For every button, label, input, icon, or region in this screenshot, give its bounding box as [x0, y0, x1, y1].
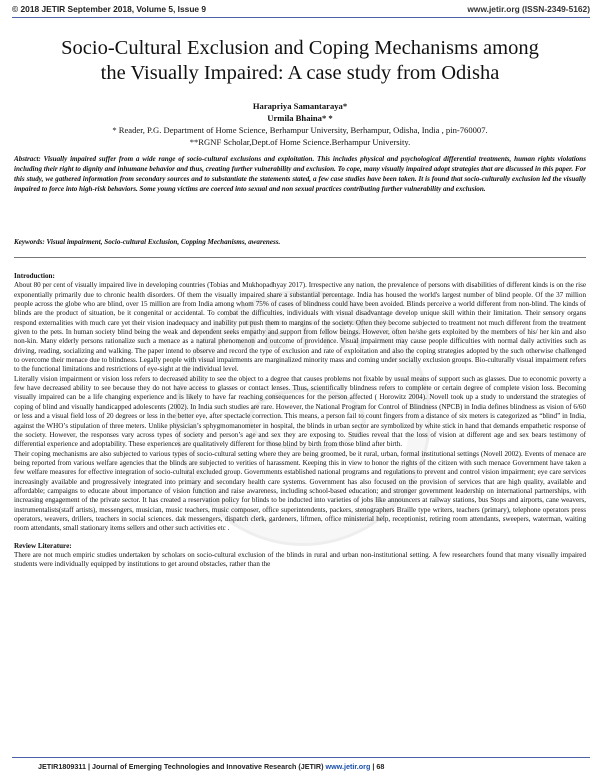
review-paragraph-1: There are not much empiric studies undertaken by scholars on socio-cultural exclusion of the blinds in rural and urban non-institutional setting. A few researchers found that many visually impaired students were individually equipped by institutions to get around obstacles, rather than the	[14, 550, 586, 569]
footer-rule	[12, 757, 590, 758]
title-line-1: Socio-Cultural Exclusion and Coping Mechanisms among	[61, 37, 539, 59]
section-divider	[14, 257, 586, 258]
keywords: Keywords: Visual impairment, Socio-cultural Exclusion, Copping Mechanisms, awareness.	[14, 238, 281, 246]
title-line-2: the Visually Impaired: A case study from Odisha	[100, 62, 500, 84]
paper-id: JETIR1809311	[38, 762, 86, 771]
page-footer	[0, 757, 600, 776]
intro-paragraph-1: About 80 per cent of visually impaired live in developing countries (Tobias and Mukhopadhyay 2017). Irrespective any nation, the prevalence of persons with disabilities of different kinds is on the rise exponentially primarily due to chronic health disorders. Of them the visually impaired share a substantial percentage. India has housed the world's largest number of blind people. Of the 37 million people across the globe who are blind, over 15 million are from India among whom 75% of cases of blindness could have been avoided. Blinds perceive a world different from non-blind. The kinds of blinds are the product of situation, be it congenital or accidental. To combat the difficulties, individuals with visual disadvantage develop unique skill within their limitation. Their sensory organs respond externalities with much care yet their vision inadequacy and inability put push them to margins of the society. Often they become subjected to treatment not much different from the treatment given to the pets. In human society blind being the weak and dependent seeks empathy and support from fellow beings. However, often he/she gets exploited by the members of his/ her kin and also non-kin. Many elderly persons rationalize such a menace as a natural phenomenon and outcome of providence. Visual impairment may cause people difficulties with normal daily activities such as driving, reading, socializing and walking. The paper intend to observe and record the type of exclusion and rate of exploitation and also the coping strategies adopted by the such otherwise challenged to overcome their menace due to blindness. Legally people with visual impairments are marginalized minority mass and coming under socially exclusion groups. Bio-culturally visual impairment refers to the functional limitations and restrictions of eye-sight at the individual level.	[14, 281, 586, 374]
abstract: Abstract: Visually impaired suffer from a wide range of socio-cultural exclusions and exploitation. This includes physical and psychological differential treatments, human rights violations including their right to dignity and inhumane behavior and thus, creating further vulnerability and exclusion. To cope, many visually impaired adopt strategies that are discussed in this paper. For this study, we gathered information from secondary sources and to substantiate the statements stated, a few case studies have been taken. It is found that socio-culturally exclusion led the visually impaired to force into high-risk behaviors. Some young victims are coerced into sexual and non sexual practices contributing further vulnerability and exclusion.	[14, 155, 586, 193]
intro-paragraph-2: Literally vision impairment or vision loss refers to decreased ability to see the object to a degree that causes problems not fixable by usual means of support such as glasses. Due to economic poverty a few have decreased ability to see because they do not have access to glasses or contact lenses. Thus, scientifically blindness refers to complete or certain degree of complete vision loss. Becoming visually impaired can be a life changing experience and is likely to have far reaching consequences for the person affected ( Horowitz 2004). Novell took up a study to understand the strategies of coping of blind and visually handicapped adolescents (2002). In India such studies are rare. However, the National Program for Control of Blindness (NPCB) in India defines blindness as vision of 6/60 or less and a visual field loss of 20 degrees or less in the better eye, after spectacle correction. This means, a person fail to count fingers from a distance of six meters is categorized as “blind” in India, against the WHO’s stipulation of three meters. Unlike physician’s sphygmomanometer in hospital, the blinds in urban sector are symbolized by white stick in hand that demands empathetic response of the society. However, the responses vary across types of society and person’s age and sex they are exposing to. Studies reveal that the loss of vision at different age and sex bears testimony of differential experience and adoptability. These experiences are qualitatively different for those blind by birth from those blind after birth.	[14, 374, 586, 449]
author-block	[0, 100, 600, 148]
author-1: Harapriya Samantaraya*	[252, 101, 348, 111]
paragraph-gap	[14, 534, 586, 542]
watermark-text: JETIR	[236, 313, 370, 357]
introduction-heading: Introduction:	[14, 272, 55, 280]
affiliation-1: * Reader, P.G. Department of Home Science, Berhampur University, Berhampur, Odisha, India , pin-760007.	[112, 125, 488, 135]
header-rule	[12, 17, 590, 18]
paper-body	[14, 272, 586, 570]
footer-text: JETIR1809311 | Journal of Emerging Technologies and Innovative Research (JETIR) www.jetir.org | 68	[38, 762, 385, 771]
review-literature-heading: Review Literature:	[14, 541, 72, 550]
page-header	[0, 0, 600, 21]
author-2: Urmila Bhaina* *	[267, 113, 333, 123]
paper-title	[20, 36, 580, 86]
journal-issue-info: © 2018 JETIR September 2018, Volume 5, Issue 9	[12, 4, 207, 14]
journal-website-issn: www.jetir.org (ISSN-2349-5162)	[467, 4, 590, 14]
page-number: 68	[376, 762, 385, 771]
footer-website-link[interactable]: www.jetir.org	[325, 762, 371, 771]
journal-name: Journal of Emerging Technologies and Innovative Research (JETIR)	[91, 762, 324, 771]
affiliation-2: **RGNF Scholar,Dept.of Home Science.Berhampur University.	[189, 137, 411, 147]
intro-paragraph-3: Their coping mechanisms are also subjected to various types of socio-cultural setting where they are being groomed, be it rural, urban, formal institutional settings (Novell 2002). Events of menace are being reported from various welfare agencies that the blinds are subjected to verities of harassment. Keeping this in view to honor the rights of the citizen with such menace Government have taken a few welfare measures for effective integration of socio-cultural excluded group. Governments established national programs and regulations to prevent and control vision impairment; eye care services increasingly available and progressively integrated into primary and secondary health care systems. Government has also focused on the provision of services that are high quality, available and affordable; campaigns to educate about importance of vision function and raise awareness, including school-based education; and stronger government leadership on international partnerships, with increasing engagement of the private sector. It has created a reservation policy for blinds to be inducted into varieties of jobs like announcers at railway stations, bus Stops and airports, cane weavers, instrumentalists(staff artists), messengers, musician, music teachers, music composer, office superintendents, packers, stenographers Braille type writers, teachers (primary), telephone operators press operators, weavers, drillers, teachers in social sciences. dak messengers, dispatch clerk, gardeners, liftmen, office ministerial help, receptionist, retiring room attendants, sweepers, waterman, waiting room attendants, small stationary items sellers and other such activities etc .	[14, 449, 586, 533]
